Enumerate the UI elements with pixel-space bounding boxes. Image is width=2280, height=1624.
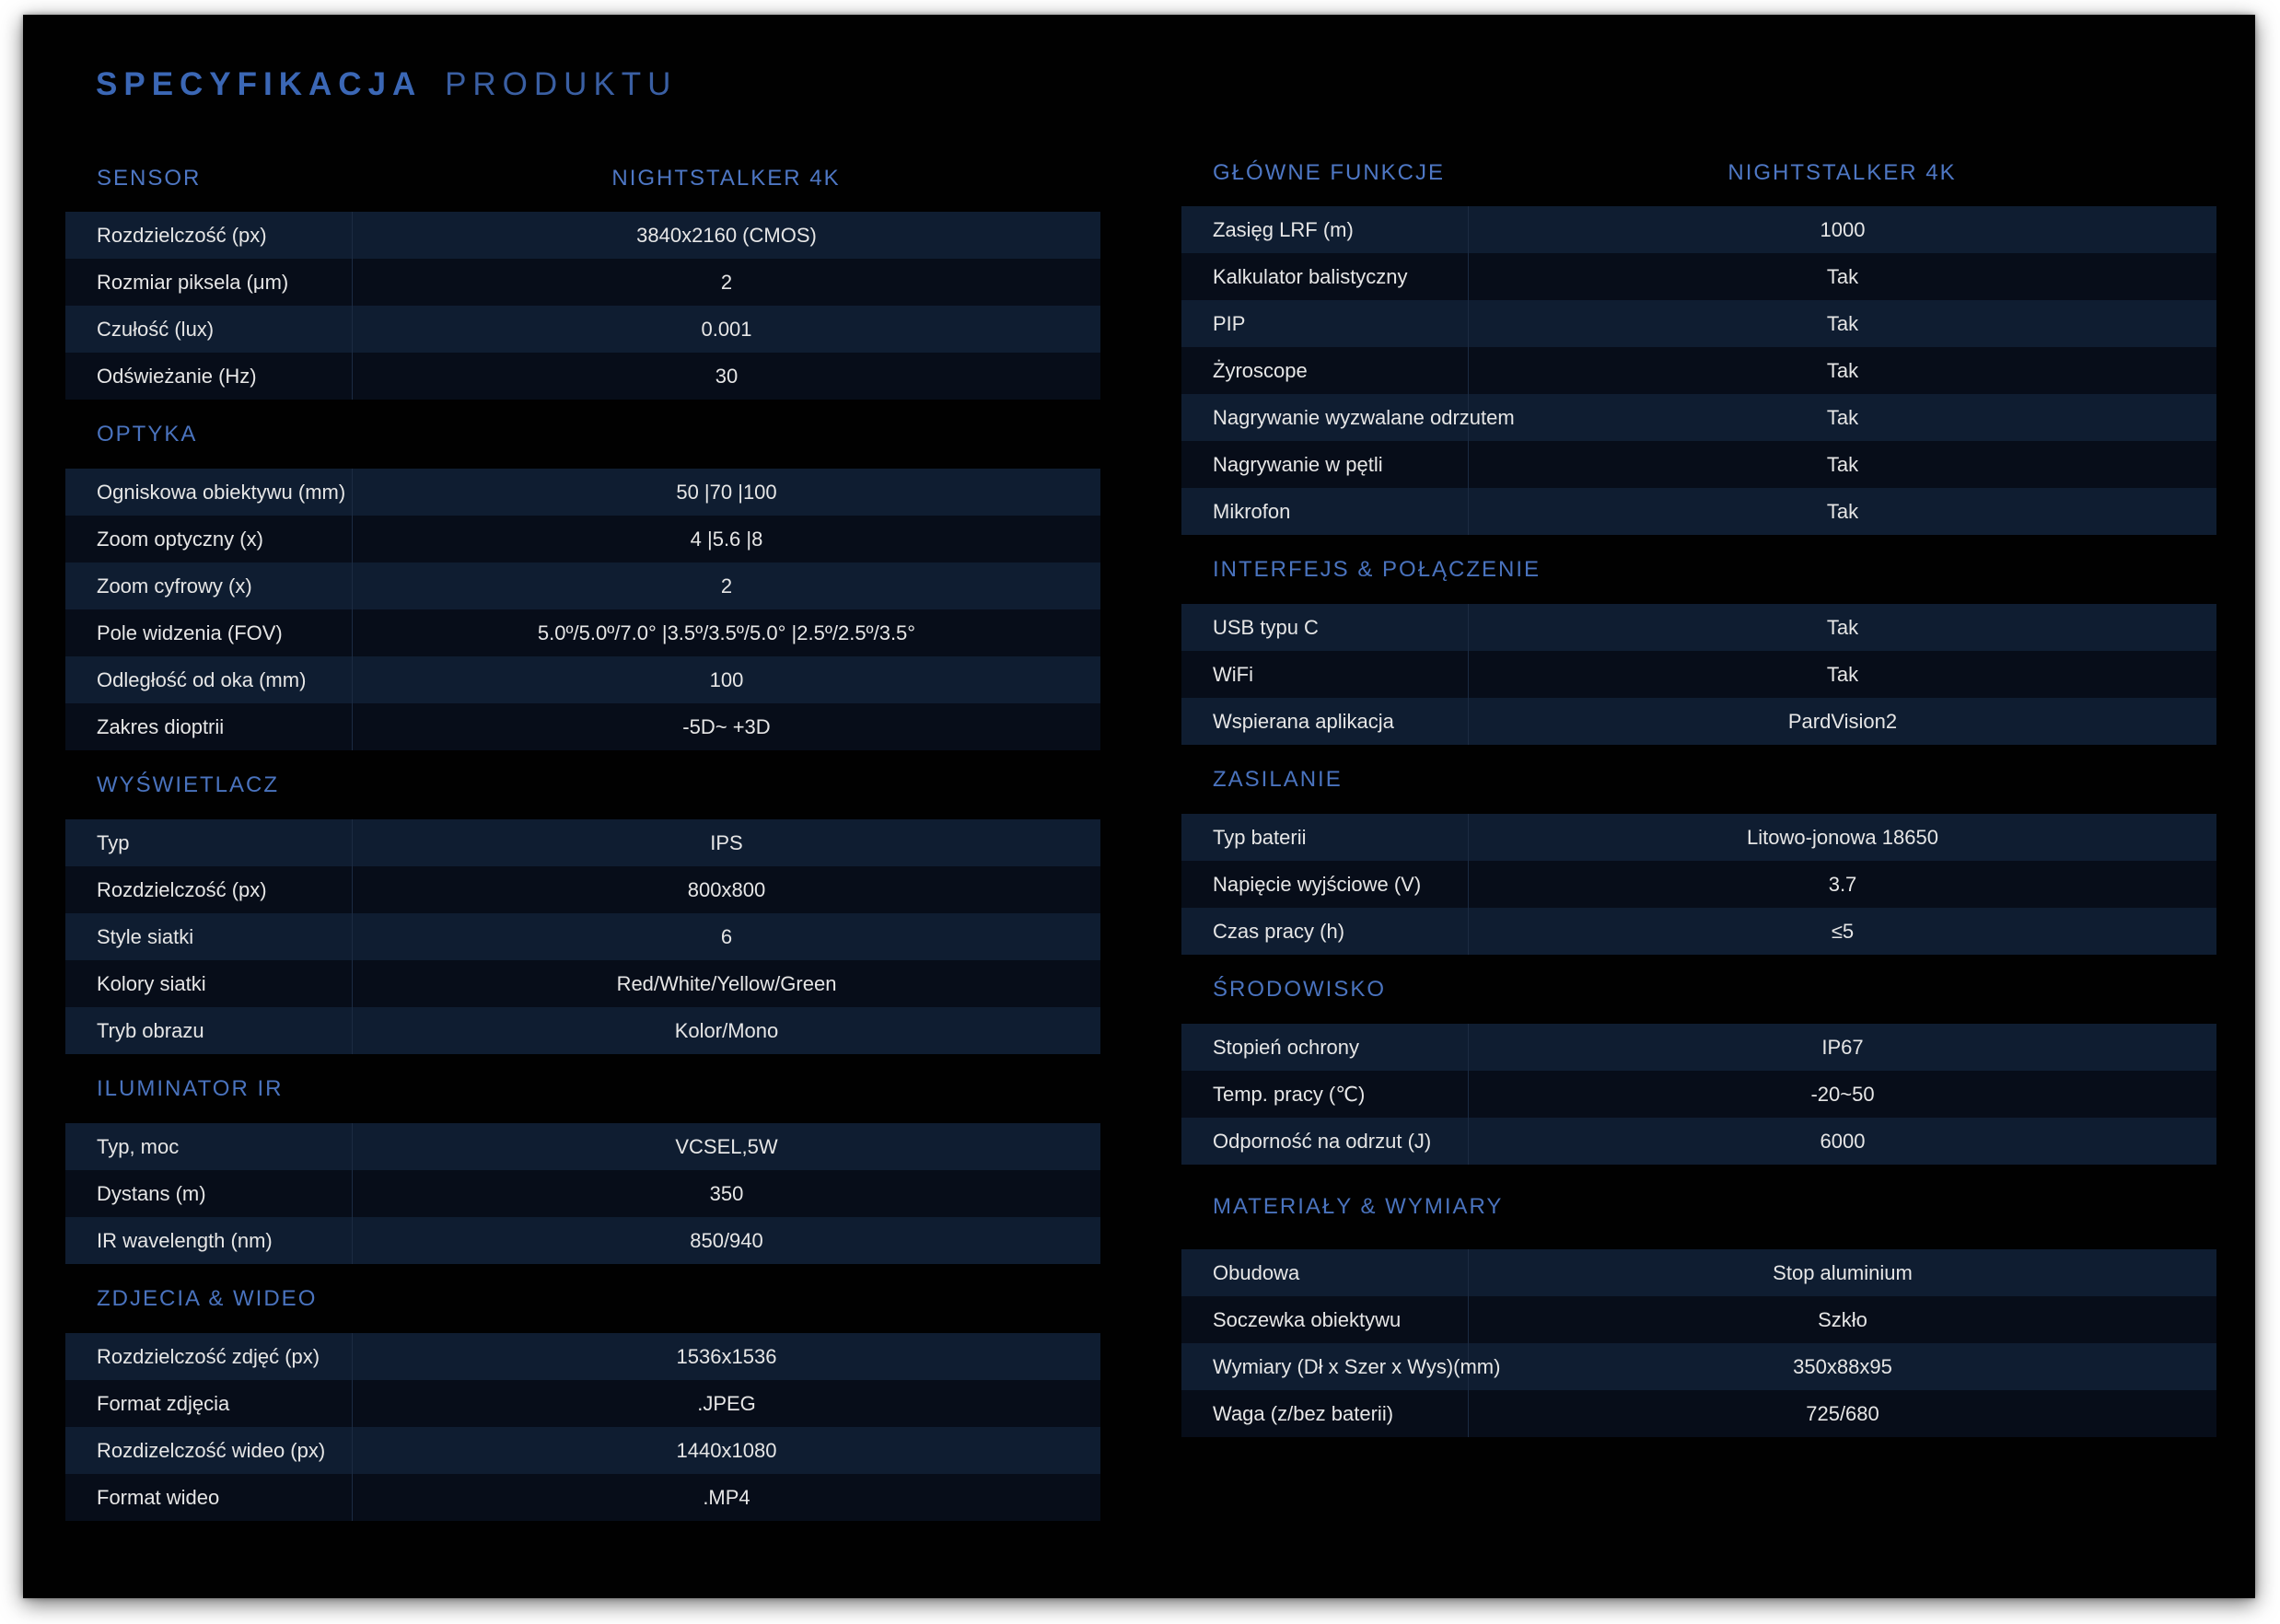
- spec-value: 6000: [1820, 1130, 1866, 1153]
- spec-value: 50 |70 |100: [676, 481, 777, 504]
- spec-value: Kolor/Mono: [674, 1019, 779, 1042]
- spec-label: Rozmiar piksela (μm): [65, 259, 353, 306]
- spec-label: Typ, moc: [65, 1123, 353, 1170]
- spec-row: [65, 656, 1100, 703]
- spec-label: Zakres dioptrii: [65, 703, 353, 750]
- spec-label: Rozdzielczość (px): [65, 212, 353, 259]
- section-title: OPTYKA: [97, 422, 198, 447]
- spec-label: WiFi: [1181, 651, 1469, 698]
- spec-label: Pole widzenia (FOV): [65, 609, 353, 656]
- spec-label: Style siatki: [65, 913, 353, 960]
- spec-section-iluminator-ir: [65, 1054, 1100, 1264]
- spec-value: Szkło: [1818, 1308, 1867, 1331]
- spec-value: 800x800: [687, 878, 766, 901]
- spec-row: [1181, 1390, 2216, 1437]
- spec-row: [1181, 698, 2216, 745]
- spec-label: Zoom cyfrowy (x): [65, 563, 353, 609]
- spec-row: [1181, 488, 2216, 535]
- spec-row: [1181, 651, 2216, 698]
- spec-row: [1181, 441, 2216, 488]
- spec-value: .MP4: [703, 1486, 750, 1509]
- spec-section-glowne-funkcje: [1181, 206, 2216, 535]
- spec-row: [1181, 206, 2216, 253]
- column-header: [65, 153, 1100, 212]
- section-title: WYŚWIETLACZ: [97, 772, 280, 797]
- spec-label: Napięcie wyjściowe (V): [1181, 861, 1469, 908]
- section-title: ZDJECIA & WIDEO: [97, 1286, 318, 1311]
- spec-row: [1181, 1343, 2216, 1390]
- spec-row: [65, 212, 1100, 259]
- spec-value: VCSEL,5W: [675, 1135, 778, 1158]
- spec-row: [65, 1123, 1100, 1170]
- spec-value: Tak: [1826, 265, 1859, 288]
- spec-label: Rozdzielczość (px): [65, 866, 353, 913]
- spec-value: 1440x1080: [676, 1439, 777, 1462]
- spec-label: Format wideo: [65, 1474, 353, 1521]
- spec-value: Tak: [1826, 312, 1859, 335]
- spec-row: [65, 1427, 1100, 1474]
- spec-row: [65, 259, 1100, 306]
- spec-row: [65, 703, 1100, 750]
- spec-column-right: [1181, 147, 2216, 1437]
- spec-label: Odporność na odrzut (J): [1181, 1118, 1469, 1165]
- spec-value: 6: [720, 925, 733, 948]
- spec-label: Rozdizelczość wideo (px): [65, 1427, 353, 1474]
- spec-row: [65, 353, 1100, 400]
- spec-label: Nagrywanie wyzwalane odrzutem: [1181, 394, 1469, 441]
- spec-row: [65, 866, 1100, 913]
- spec-value: Stop aluminium: [1773, 1261, 1913, 1284]
- column-header-product: NIGHTSTALKER 4K: [611, 166, 841, 191]
- spec-value: 30: [715, 365, 739, 388]
- spec-value: 725/680: [1806, 1402, 1879, 1425]
- spec-row: [1181, 1296, 2216, 1343]
- spec-label: Kalkulator balistyczny: [1181, 253, 1469, 300]
- spec-label: Typ: [65, 819, 353, 866]
- spec-row: [1181, 1118, 2216, 1165]
- spec-label: Rozdzielczość zdjęć (px): [65, 1333, 353, 1380]
- spec-value: Tak: [1826, 663, 1859, 686]
- spec-value: 5.0º/5.0º/7.0° |3.5º/3.5º/5.0° |2.5º/2.5º/3.5°: [537, 621, 916, 644]
- spec-row: [1181, 253, 2216, 300]
- spec-row: [65, 609, 1100, 656]
- spec-value: 2: [720, 271, 733, 294]
- spec-label: Dystans (m): [65, 1170, 353, 1217]
- spec-row: [1181, 861, 2216, 908]
- spec-row: [65, 960, 1100, 1007]
- spec-value: 1536x1536: [676, 1345, 777, 1368]
- spec-value: 2: [720, 574, 733, 597]
- spec-row: [65, 1474, 1100, 1521]
- spec-label: Zasięg LRF (m): [1181, 206, 1469, 253]
- spec-value: 850/940: [690, 1229, 763, 1252]
- spec-row: [65, 1007, 1100, 1054]
- spec-label: Stopień ochrony: [1181, 1024, 1469, 1071]
- spec-label: Kolory siatki: [65, 960, 353, 1007]
- spec-label: USB typu C: [1181, 604, 1469, 651]
- spec-label: Temp. pracy (℃): [1181, 1071, 1469, 1118]
- spec-row: [1181, 347, 2216, 394]
- column-header-label: SENSOR: [97, 166, 202, 191]
- spec-value: 100: [709, 668, 744, 691]
- spec-row: [1181, 1071, 2216, 1118]
- spec-label: Żyroscope: [1181, 347, 1469, 394]
- spec-section-wyswietlacz: [65, 750, 1100, 1054]
- spec-label: Soczewka obiektywu: [1181, 1296, 1469, 1343]
- spec-label: Wspierana aplikacja: [1181, 698, 1469, 745]
- spec-row: [65, 1170, 1100, 1217]
- spec-row: [1181, 814, 2216, 861]
- spec-section-materialy-wymiary: [1181, 1165, 2216, 1437]
- spec-value: PardVision2: [1787, 710, 1898, 733]
- spec-row: [1181, 1024, 2216, 1071]
- spec-row: [65, 516, 1100, 563]
- spec-value: IP67: [1821, 1036, 1864, 1059]
- spec-label: Odległość od oka (mm): [65, 656, 353, 703]
- spec-label: Format zdjęcia: [65, 1380, 353, 1427]
- spec-label: Czas pracy (h): [1181, 908, 1469, 955]
- spec-section-zdjecia-wideo: [65, 1264, 1100, 1521]
- spec-row: [65, 1217, 1100, 1264]
- spec-label: Typ baterii: [1181, 814, 1469, 861]
- spec-section-optyka: [65, 400, 1100, 750]
- spec-value: 1000: [1820, 218, 1866, 241]
- spec-section-zasilanie: [1181, 745, 2216, 955]
- spec-row: [65, 563, 1100, 609]
- spec-value: .JPEG: [697, 1392, 756, 1415]
- spec-row: [65, 1333, 1100, 1380]
- title-bold: SPECYFIKACJA: [96, 66, 423, 102]
- section-title: ZASILANIE: [1213, 767, 1343, 792]
- spec-row: [1181, 394, 2216, 441]
- spec-label: Ogniskowa obiektywu (mm): [65, 469, 353, 516]
- page-title: [96, 66, 677, 103]
- spec-value: ≤5: [1831, 920, 1855, 943]
- spec-label: Czułość (lux): [65, 306, 353, 353]
- spec-label: Zoom optyczny (x): [65, 516, 353, 563]
- section-title: MATERIAŁY & WYMIARY: [1213, 1194, 1504, 1219]
- spec-section-srodowisko: [1181, 955, 2216, 1165]
- spec-section-sensor: [65, 212, 1100, 400]
- section-title: ILUMINATOR IR: [97, 1076, 284, 1101]
- spec-label: Nagrywanie w pętli: [1181, 441, 1469, 488]
- spec-row: [1181, 300, 2216, 347]
- spec-value: -20~50: [1810, 1083, 1875, 1106]
- column-header-label: GŁÓWNE FUNKCJE: [1213, 160, 1446, 185]
- spec-row: [65, 469, 1100, 516]
- title-light: PRODUKTU: [445, 66, 678, 102]
- spec-label: Tryb obrazu: [65, 1007, 353, 1054]
- spec-label: Wymiary (Dł x Szer x Wys)(mm): [1181, 1343, 1469, 1390]
- spec-value: -5D~ +3D: [682, 715, 771, 738]
- spec-label: Odświeżanie (Hz): [65, 353, 353, 400]
- spec-section-interfejs-polaczenie: [1181, 535, 2216, 745]
- spec-value: Tak: [1826, 500, 1859, 523]
- spec-value: 0.001: [701, 318, 752, 341]
- column-header-product: NIGHTSTALKER 4K: [1727, 160, 1957, 185]
- spec-label: PIP: [1181, 300, 1469, 347]
- section-title: ŚRODOWISKO: [1213, 977, 1387, 1002]
- column-header: [1181, 147, 2216, 206]
- spec-label: Mikrofon: [1181, 488, 1469, 535]
- spec-value: IPS: [710, 831, 743, 854]
- spec-value: Tak: [1826, 453, 1859, 476]
- spec-value: 350x88x95: [1793, 1355, 1892, 1378]
- spec-row: [65, 819, 1100, 866]
- spec-value: 3.7: [1828, 873, 1857, 896]
- spec-row: [1181, 908, 2216, 955]
- spec-label: Obudowa: [1181, 1249, 1469, 1296]
- spec-sheet: [23, 15, 2255, 1598]
- spec-row: [65, 913, 1100, 960]
- spec-label: IR wavelength (nm): [65, 1217, 353, 1264]
- spec-value: Tak: [1826, 359, 1859, 382]
- spec-value: Red/White/Yellow/Green: [616, 972, 837, 995]
- spec-value: Tak: [1826, 406, 1859, 429]
- spec-label: Waga (z/bez baterii): [1181, 1390, 1469, 1437]
- spec-row: [1181, 604, 2216, 651]
- spec-value: Litowo-jonowa 18650: [1747, 826, 1938, 849]
- section-title: INTERFEJS & POŁĄCZENIE: [1213, 557, 1541, 582]
- spec-row: [65, 306, 1100, 353]
- spec-value: 350: [709, 1182, 744, 1205]
- spec-row: [1181, 1249, 2216, 1296]
- spec-value: 3840x2160 (CMOS): [636, 224, 817, 247]
- spec-value: Tak: [1826, 616, 1859, 639]
- spec-row: [65, 1380, 1100, 1427]
- spec-column-left: [65, 153, 1100, 1521]
- spec-value: 4 |5.6 |8: [690, 528, 763, 551]
